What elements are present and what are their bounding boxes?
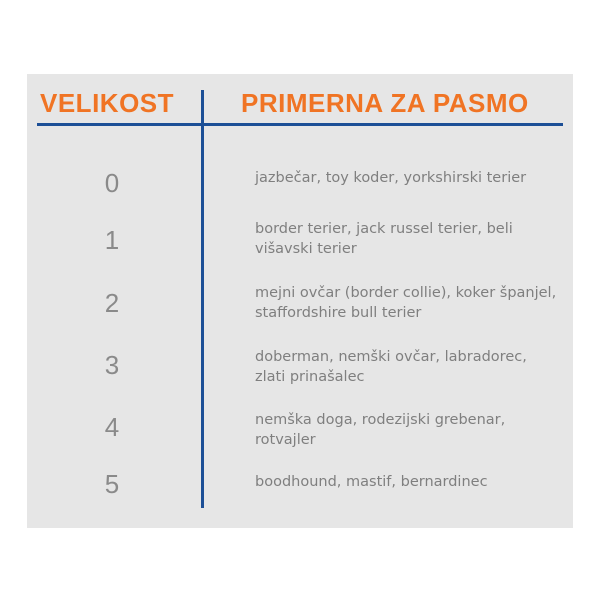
size-value: 1: [104, 225, 120, 255]
breed-list: nemška doga, rodezijski grebenar, rotvajler: [255, 412, 506, 448]
size-value: 4: [104, 412, 120, 442]
breed-list: boodhound, mastif, bernardinec: [255, 474, 488, 490]
breed-list: mejni ovčar (border collie), koker španjel, staffordshire bull terier: [255, 285, 557, 321]
breed-column-header: PRIMERNA ZA PASMO: [241, 88, 529, 118]
size-value: 5: [104, 469, 120, 499]
size-column-header: VELIKOST: [40, 88, 175, 118]
size-value: 3: [104, 350, 120, 380]
header-divider: [37, 123, 563, 126]
breed-list: doberman, nemški ovčar, labradorec, zlati prinašalec: [255, 349, 527, 385]
size-value: 2: [104, 288, 120, 318]
breed-list: jazbečar, toy koder, yorkshirski terier: [255, 170, 527, 186]
size-value: 0: [104, 168, 120, 198]
column-divider: [201, 90, 204, 508]
breed-list: border terier, jack russel terier, beli višavski terier: [255, 221, 513, 257]
